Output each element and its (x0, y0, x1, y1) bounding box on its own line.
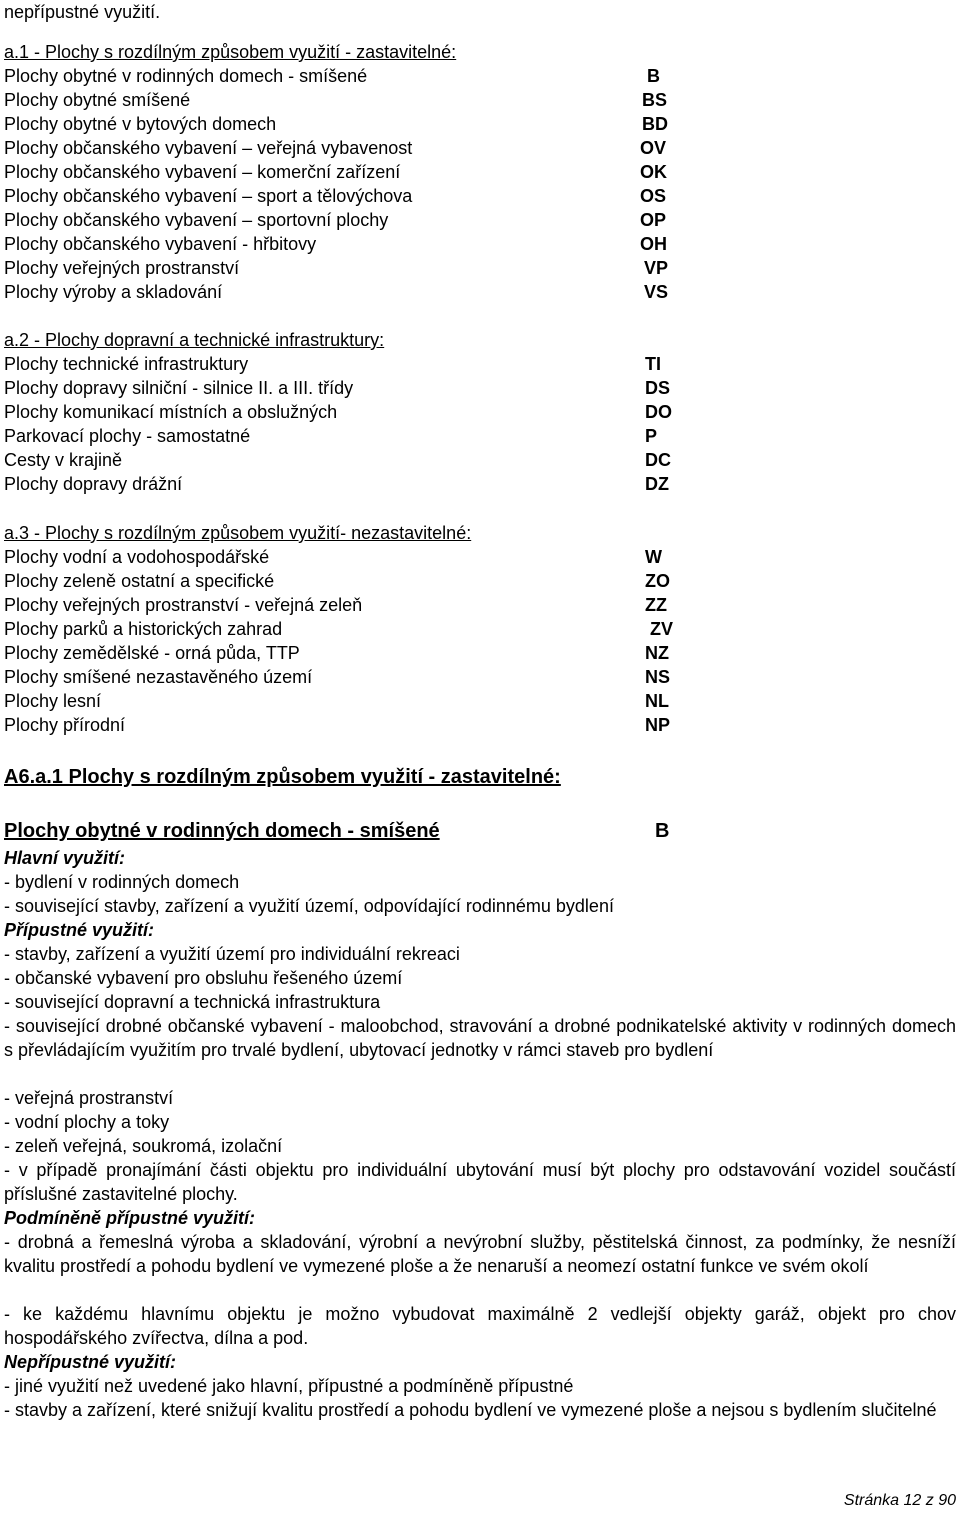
list-item: - drobná a řemeslná výroba a skladování, výrobní a nevýrobní služby, pěstitelská činnost, za podmínky, že nesníží kvalitu prostředí a pohodu bydlení ve vymezené ploše a že nenaruší a neomezí ostatní funkce ve svém okolí (4, 1232, 956, 1276)
list-item-label: Plochy občanského vybavení – veřejná vybavenost (4, 138, 413, 158)
list-item-label: Plochy veřejných prostranství - veřejná zeleň (4, 595, 363, 615)
page-footer (844, 1491, 956, 1511)
list-item-label: Plochy zeleně ostatní a specifické (4, 571, 275, 591)
list-item: - související dopravní a technická infrastruktura (4, 992, 381, 1012)
main-use-heading: Hlavní využití: (4, 848, 126, 868)
list-item-code: NL (645, 691, 669, 711)
page-total: 90 (938, 1492, 956, 1509)
list-item-label: Plochy zemědělské - orná půda, TTP (4, 643, 300, 663)
list-item: - jiné využití než uvedené jako hlavní, přípustné a podmíněně přípustné (4, 1376, 574, 1396)
list-item-label: Plochy technické infrastruktury (4, 354, 249, 374)
list-item-code: OV (640, 138, 667, 158)
list-item-label: Plochy parků a historických zahrad (4, 619, 283, 639)
list-item-code: ZV (650, 619, 674, 639)
list-item-code: TI (645, 354, 661, 374)
list-item-code: BD (642, 114, 668, 134)
list-item: - veřejná prostranství (4, 1088, 174, 1108)
list-item-label: Plochy komunikací místních a obslužných (4, 402, 338, 422)
list-item: - ke každému hlavnímu objektu je možno vybudovat maximálně 2 vedlejší objekty garáž, objekt pro chov hospodářského zvířectva, dílna a pod. (4, 1304, 956, 1348)
section-a2-heading: a.2 - Plochy dopravní a technické infrastruktury: (4, 330, 385, 350)
list-item: - související drobné občanské vybavení - maloobchod, stravování a drobné podnikatelské aktivity v rodinných domech s převládajícím využitím pro trvalé bydlení, ubytovací jednotky v rámci staveb pro bydlení (4, 1016, 956, 1060)
list-item-label: Plochy občanského vybavení – sport a tělovýchova (4, 186, 413, 206)
list-item-label: Plochy vodní a vodohospodářské (4, 547, 270, 567)
list-item-code: P (645, 426, 658, 446)
list-item-label: Plochy dopravy silniční - silnice II. a III. třídy (4, 378, 354, 398)
intro-text: nepřípustné využití. (4, 2, 161, 22)
list-item-label: Plochy veřejných prostranství (4, 258, 240, 278)
page-number: 12 (903, 1492, 922, 1509)
list-item-code: NP (645, 715, 671, 735)
footer-prefix: Stránka (843, 1492, 900, 1509)
list-item-code: ZZ (645, 595, 667, 615)
list-item: - vodní plochy a toky (4, 1112, 170, 1132)
list-item-code: W (645, 547, 662, 567)
list-item-code: DC (645, 450, 671, 470)
list-item-code: VS (644, 282, 669, 302)
list-item-code: DZ (645, 474, 669, 494)
list-item-label: Plochy přírodní (4, 715, 126, 735)
list-item: - stavby a zařízení, které snižují kvalitu prostředí a pohodu bydlení ve vymezené ploše a nejsou s bydlením slučitelné (4, 1400, 937, 1420)
list-item-label: Cesty v krajině (4, 450, 123, 470)
list-item-code: B (647, 66, 660, 86)
list-item-label: Plochy dopravy drážní (4, 474, 183, 494)
list-item-code: NS (645, 667, 671, 687)
list-item-label: Plochy obytné v bytových domech (4, 114, 277, 134)
list-item: - občanské vybavení pro obsluhu řešeného území (4, 968, 403, 988)
list-item-label: Plochy občanského vybavení – komerční zařízení (4, 162, 401, 182)
list-item: - zeleň veřejná, soukromá, izolační (4, 1136, 283, 1156)
list-item-code: OH (640, 234, 667, 254)
list-item-label: Plochy obytné smíšené (4, 90, 191, 110)
list-item-label: Plochy občanského vybavení - hřbitovy (4, 234, 317, 254)
list-item-label: Plochy lesní (4, 691, 102, 711)
list-item: - v případě pronajímání části objektu pro individuální ubytování musí být plochy pro odstavování vozidel součástí příslušné zastavitelné plochy. (4, 1160, 956, 1204)
chapter-heading: A6.a.1 Plochy s rozdílným způsobem využití - zastavitelné: (4, 766, 561, 788)
list-item-code: BS (642, 90, 668, 110)
allowed-use-heading: Přípustné využití: (4, 920, 155, 940)
list-item-code: OS (640, 186, 667, 206)
list-item: - stavby, zařízení a využití území pro individuální rekreaci (4, 944, 460, 964)
list-item-label: Plochy občanského vybavení – sportovní plochy (4, 210, 389, 230)
list-item-code: VP (644, 258, 669, 278)
footer-of: z (925, 1492, 934, 1509)
list-item-code: ZO (645, 571, 670, 591)
forbidden-use-heading: Nepřípustné využití: (4, 1352, 177, 1372)
list-item-code: DS (645, 378, 671, 398)
list-item-code: OK (640, 162, 667, 182)
list-item-code: NZ (645, 643, 669, 663)
list-item-code: OP (640, 210, 667, 230)
subsection-title: Plochy obytné v rodinných domech - smíšené (4, 820, 440, 842)
section-a3-heading: a.3 - Plochy s rozdílným způsobem využití- nezastavitelné: (4, 523, 472, 543)
list-item-label: Parkovací plochy - samostatné (4, 426, 251, 446)
list-item-label: Plochy smíšené nezastavěného území (4, 667, 313, 687)
list-item: - související stavby, zařízení a využití území, odpovídající rodinnému bydlení (4, 896, 614, 916)
conditional-use-heading: Podmíněně přípustné využití: (4, 1208, 256, 1228)
list-item: - bydlení v rodinných domech (4, 872, 240, 892)
list-item-label: Plochy výroby a skladování (4, 282, 223, 302)
subsection-code: B (655, 820, 670, 842)
list-item-code: DO (645, 402, 672, 422)
section-a1-heading: a.1 - Plochy s rozdílným způsobem využití - zastavitelné: (4, 42, 457, 62)
list-item-label: Plochy obytné v rodinných domech - smíšené (4, 66, 368, 86)
